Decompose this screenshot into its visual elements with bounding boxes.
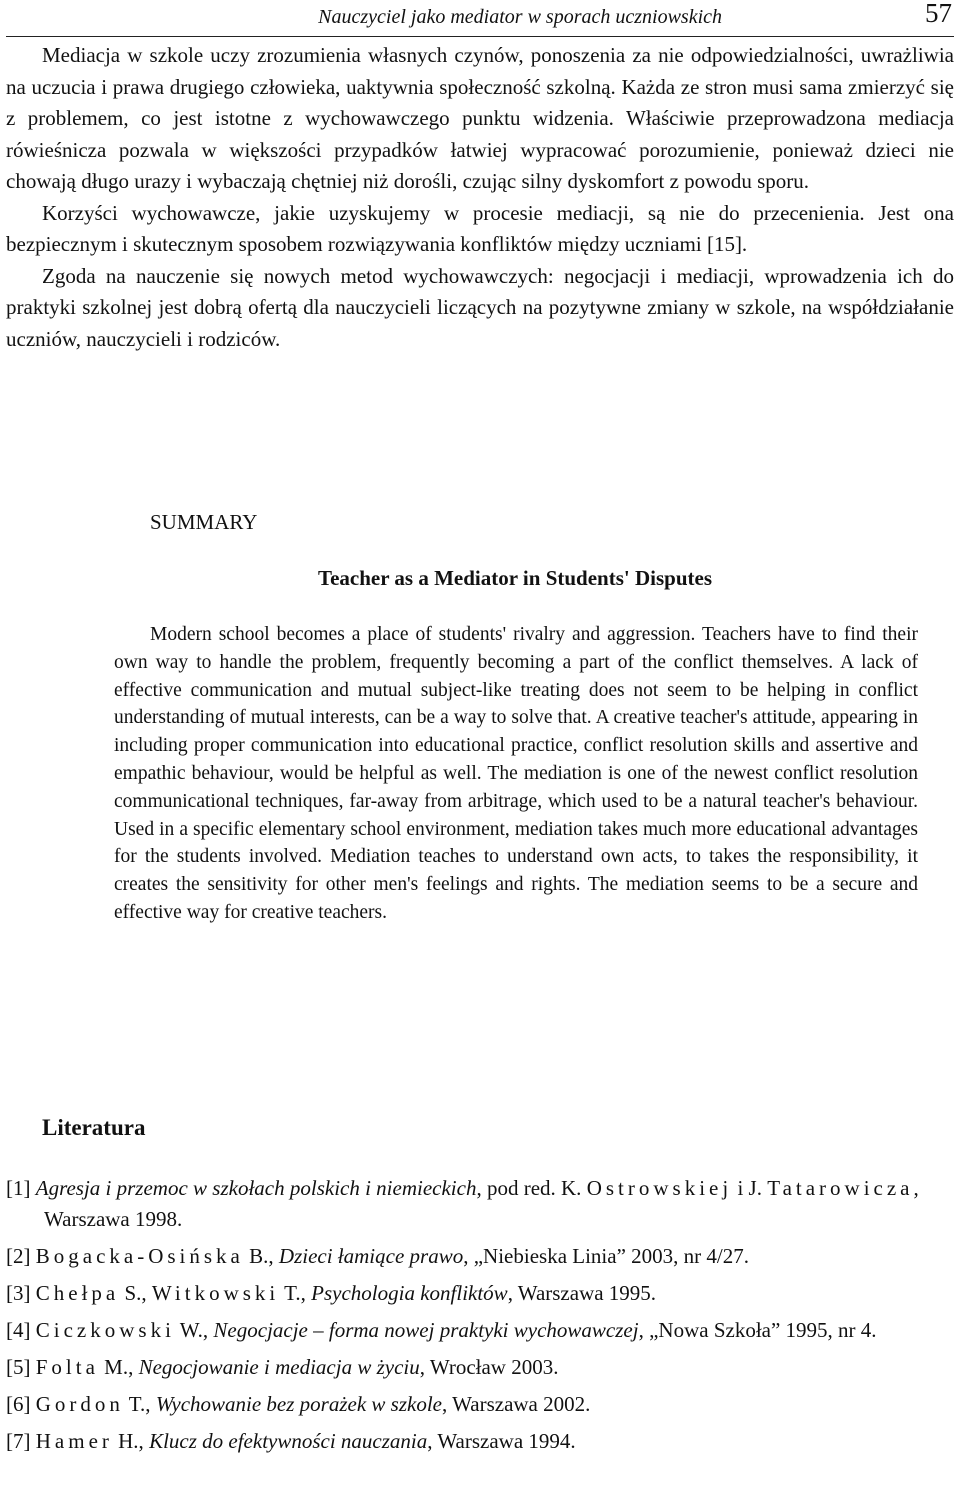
reference-title: Negocjowanie i mediacja w życiu (138, 1355, 420, 1379)
reference-text: , „Nowa Szkoła” 1995, nr 4. (638, 1318, 877, 1342)
running-title: Nauczyciel jako mediator w sporach uczniowskich (318, 6, 722, 28)
reference-text: H., (112, 1429, 150, 1453)
reference-text: , Warszawa 1994. (427, 1429, 576, 1453)
reference-title: Klucz do efektywności nauczania (149, 1429, 428, 1453)
body-text (6, 40, 954, 355)
reference-text: T., (123, 1392, 156, 1416)
reference-text: B., (243, 1244, 279, 1268)
summary-text (114, 621, 918, 927)
reference-number: [6] (6, 1392, 31, 1416)
reference-number: [7] (6, 1429, 31, 1453)
reference-text: , pod red. K. (476, 1176, 587, 1200)
reference-author: Bogacka-Osińska (35, 1244, 244, 1268)
reference-title: Psychologia konfliktów (311, 1281, 508, 1305)
reference-item (6, 1352, 954, 1383)
reference-author: Tatarowicza (767, 1176, 914, 1200)
reference-text: i J. (732, 1176, 768, 1200)
reference-text: , Warszawa 1995. (507, 1281, 657, 1305)
reference-text: W., (174, 1318, 214, 1342)
body-paragraph: Mediacja w szkole uczy zrozumienia własnych czynów, ponoszenia za nie odpowiedzialności, uwrażliwia na uczucia i prawa drugiego człowieka, uaktywnia społeczność szkolną. Każda ze stron musi sama zmierzyć się z problemem, co jest istotne z wychowawczego punktu widzenia. Właściwie przeprowadzona mediacja rówieśnicza pozwala w większości przypadków łatwiej wypracować porozumienie, ponieważ dzieci nie chowają długo urazy i wybaczają chętniej niż dorośli, czując silny dyskomfort z powodu sporu. (6, 43, 954, 193)
summary-heading: SUMMARY (150, 510, 258, 534)
reference-list (6, 1173, 954, 1463)
reference-author: Witkowski (151, 1281, 280, 1305)
reference-item (6, 1426, 954, 1457)
reference-number: [2] (6, 1244, 31, 1268)
reference-text: M., (98, 1355, 139, 1379)
reference-item (6, 1278, 954, 1309)
reference-author: Chełpa (35, 1281, 120, 1305)
summary-paragraph: Modern school becomes a place of students' rivalry and aggression. Teachers have to find their own way to handle the problem, frequently becoming a part of the conflict themselves. A lack of effective communication and mutual subject-like treating does not seem to be helping in conflict understanding of mutual interests, can be a way to solve that. A creative teacher's attitude, appearing in including proper communication into educational practice, conflict resolution skills and assertive and empathic behaviour, would be helpful as well. The mediation is one of the newest conflict resolution communicational techniques, far-away from arbitrage, which used to be a natural teacher's behaviour. Used in a specific elementary school environment, mediation takes much more educational advantages for the students involved. Mediation teaches to understand own acts, to takes the responsibility, it creates the sensitivity for other men's feelings and rights. The mediation seems to be a secure and effective way for creative teachers. (114, 624, 918, 923)
reference-title: Dzieci łamiące prawo (278, 1244, 464, 1268)
reference-text: , Warszawa 2002. (442, 1392, 591, 1416)
reference-author: Hamer (35, 1429, 113, 1453)
reference-item (6, 1173, 954, 1235)
reference-text: , Warszawa 1998. (44, 1176, 919, 1231)
body-paragraph: Zgoda na nauczenie się nowych metod wychowawczych: negocjacji i mediacji, wprowadzenia ich do praktyki szkolnej jest dobrą ofertą dla nauczycieli liczących na pozytywne zmiany w szkole, na współdziałanie uczniów, nauczycieli i rodziców. (6, 263, 954, 351)
reference-text: T., (279, 1281, 312, 1305)
page-number: 57 (925, 0, 952, 28)
reference-author: Folta (35, 1355, 99, 1379)
body-paragraph: Korzyści wychowawcze, jakie uzyskujemy w procesie mediacji, są nie do przecenienia. Jest ona bezpiecznym i skutecznym sposobem rozwiązywania konfliktów między uczniami [15]. (6, 200, 954, 256)
reference-number: [1] (6, 1176, 31, 1200)
reference-title: Negocjacje – forma nowej praktyki wychowawczej (213, 1318, 639, 1342)
reference-text: , „Niebieska Linia” 2003, nr 4/27. (463, 1244, 749, 1268)
reference-text: S., (119, 1281, 152, 1305)
reference-number: [5] (6, 1355, 31, 1379)
reference-title: Agresja i przemoc w szkołach polskich i niemieckich (35, 1176, 477, 1200)
reference-item (6, 1389, 954, 1420)
reference-text: , Wrocław 2003. (419, 1355, 559, 1379)
reference-author: Ostrowskiej (586, 1176, 733, 1200)
literature-heading: Literatura (42, 1115, 146, 1140)
reference-item (6, 1241, 954, 1272)
reference-author: Ciczkowski (35, 1318, 175, 1342)
reference-author: Gordon (35, 1392, 124, 1416)
reference-number: [3] (6, 1281, 31, 1305)
reference-title: Wychowanie bez porażek w szkole (155, 1392, 442, 1416)
reference-number: [4] (6, 1318, 31, 1342)
reference-item (6, 1315, 954, 1346)
summary-title: Teacher as a Mediator in Students' Disputes (318, 566, 712, 590)
page-header (6, 0, 954, 37)
